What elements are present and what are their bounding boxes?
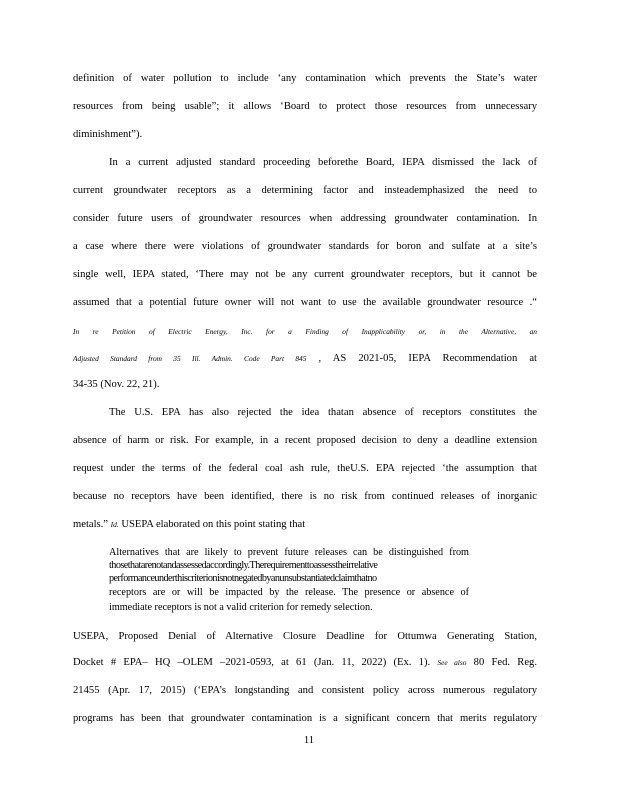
body-text-line: current groundwater receptors as a determining factor and insteademphasized the need to — [73, 185, 537, 196]
body-text-line: 21455 (Apr. 17, 2015) (‘EPA’s longstanding and consistent policy across numerous regulatory — [73, 685, 537, 696]
body-text-line: because no receptors have been identified, there is no risk from continued releases of inorganic — [73, 491, 537, 502]
see-also-signal: See also — [437, 658, 467, 667]
body-text-line: absence of harm or risk. For example, in a recent proposed decision to deny a deadline extension — [73, 435, 537, 446]
body-text-line: single well, IEPA stated, ‘There may not be any current groundwater receptors, but it cannot be — [73, 269, 537, 280]
body-text-line: The U.S. EPA has also rejected the idea thatan absence of receptors constitutes the — [109, 407, 537, 418]
body-text-line: 34-35 (Nov. 22, 21). — [73, 379, 160, 390]
case-citation-line: In re Petition of Electric Energy, Inc. for a Finding of Inapplicability or, in the Alternative, an — [73, 327, 537, 336]
text-run: USEPA elaborated on this point stating that — [118, 519, 306, 530]
body-text-line: a case where there were violations of groundwater standards for boron and sulfate at a site’s — [73, 241, 537, 252]
body-text-line: consider future users of groundwater resources when addressing groundwater contamination. In — [73, 213, 537, 224]
body-text-line — [73, 656, 537, 670]
body-text-line: definition of water pollution to include ‘any contamination which prevents the State’s water — [73, 73, 537, 84]
body-text-line: assumed that a potential future owner will not want to use the available groundwater resource .“ — [73, 297, 537, 308]
text-run: 80 Fed. Reg. — [466, 657, 537, 668]
body-text-line: programs has been that groundwater contamination is a significant concern that merits regulatory — [73, 713, 537, 724]
body-text-line: request under the terms of the federal coal ash rule, theU.S. EPA rejected ‘the assumption that — [73, 463, 537, 474]
body-text-line: diminishment”). — [73, 129, 143, 140]
id-citation: Id. — [110, 520, 119, 529]
citation-text: , AS 2021-05, IEPA Recommendation at — [306, 353, 537, 364]
body-text-line: resources from being usable”; it allows ‘Board to protect those resources from unnecessary — [73, 101, 537, 112]
quote-line: thosethatarenotandassessedaccordingly.Therequirementtoassesstheirrelative — [109, 560, 378, 571]
body-text-line — [73, 518, 537, 532]
body-text-line: USEPA, Proposed Denial of Alternative Closure Deadline for Ottumwa Generating Station, — [73, 631, 537, 642]
text-run: metals.” — [73, 519, 111, 530]
page-number: 11 — [303, 735, 315, 746]
citation-italic: Adjusted Standard from 35 Ill. Admin. Code Part 845 — [73, 354, 307, 363]
quote-line: immediate receptors is not a valid criterion for remedy selection. — [109, 602, 373, 613]
quote-line: performanceunderthiscriterionisnotnegatedbyanunsubstantiatedclaimthatno — [109, 573, 377, 584]
quote-line: Alternatives that are likely to prevent future releases can be distinguished from — [109, 547, 469, 558]
case-citation-line — [73, 352, 537, 366]
text-run: Docket # EPA– HQ –OLEM –2021-0593, at 61 (Jan. 11, 2022) (Ex. 1). — [73, 657, 438, 668]
quote-line: receptors are or will be impacted by the release. The presence or absence of — [109, 587, 469, 598]
body-text-line: In a current adjusted standard proceeding beforethe Board, IEPA dismissed the lack of — [109, 157, 537, 168]
